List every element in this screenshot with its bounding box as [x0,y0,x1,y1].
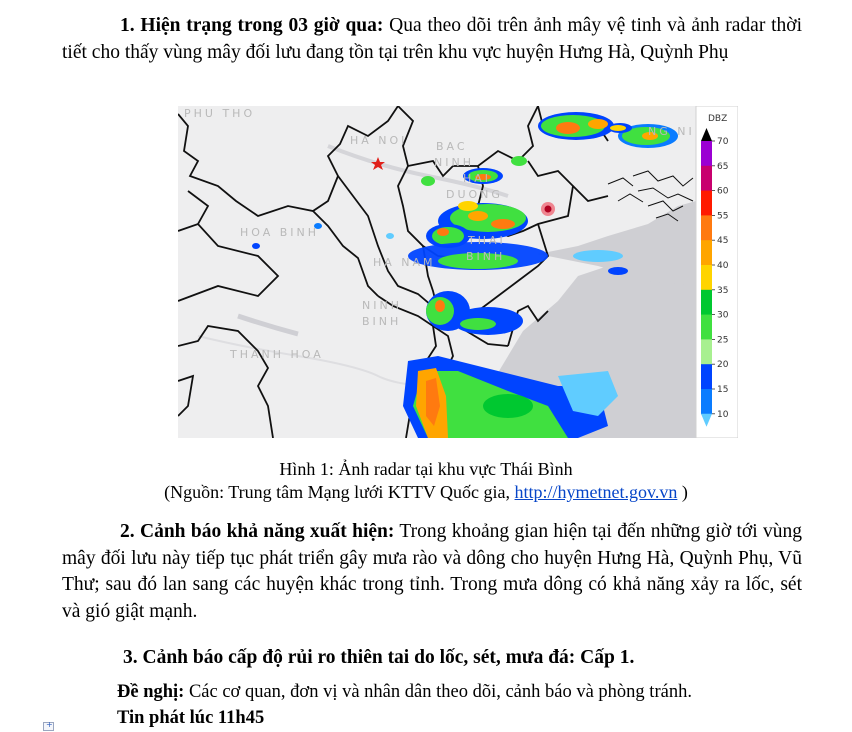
legend-tick-label: 60 [717,186,729,197]
map-label-thanh-hoa: THANH HOA [230,348,324,361]
legend-color-swatch [701,364,712,389]
legend-tick-label: 55 [717,211,729,222]
section-risk-level-heading: 3. Cảnh báo cấp độ rủi ro thiên tai do lốc, sét, mưa đá: Cấp 1. [123,647,635,668]
legend-tick-label: 40 [717,261,729,271]
legend-tick-label: 15 [717,385,729,395]
map-label-ninh-binh-2: BINH [362,315,402,328]
section-warning [62,519,802,625]
radar-map-figure [178,106,738,438]
legend-tick-label: 45 [717,236,729,247]
section-warning-heading: 2. Cảnh báo khả năng xuất hiện: [120,521,395,542]
section-current-status-heading: 1. Hiện trạng trong 03 giờ qua: [120,15,384,36]
map-label-thai-binh-2: BINH [466,250,506,263]
map-label-quang-ninh: NG NI [648,125,695,138]
recommendation-text: Các cơ quan, đơn vị và nhân dân theo dõi, cảnh báo và phòng tránh. [184,682,692,702]
map-label-bac-ninh-1: BAC [436,140,468,153]
recommendation-label: Đề nghị: [117,682,185,702]
section-risk-level [123,645,823,672]
radar-map [178,106,738,438]
map-label-hai-duong-2: DUONG [446,188,503,201]
legend-tick-label: 25 [717,335,729,346]
issued-time [117,705,417,732]
figure-source-link[interactable]: http://hymetnet.gov.vn [514,482,678,502]
figure-caption: Hình 1: Ảnh radar tại khu vực Thái Bình [279,459,573,479]
legend-color-swatch [701,191,712,216]
legend-color-swatch [701,389,712,414]
legend-tick-label: 35 [717,285,729,296]
legend-unit: DBZ [708,114,728,124]
figure-source-prefix: (Nguồn: Trung tâm Mạng lưới KTTV Quốc gia, [164,482,515,502]
legend-color-swatch [701,339,712,364]
recommendation [117,679,837,706]
legend-tick-label: 70 [717,137,729,147]
map-label-ninh-binh-1: NINH [362,299,402,312]
dbz-legend [696,106,738,438]
section-warning-text: Trong khoảng gian hiện tại đến những giờ tới vùng mây đối lưu này tiếp tục phát triển gây mưa rào và dông cho huyện Hưng Hà, Quỳnh Phụ, Vũ Thư; sau đó lan sang các huyện khác trong tỉnh. Trong mưa dông có khả năng xảy ra lốc, sét và gió giật mạnh. [62,521,803,622]
legend-tick-label: 20 [717,360,729,371]
legend-color-swatch [701,166,712,191]
legend-tick-label: 65 [717,161,729,172]
legend-color-swatch [701,240,712,265]
section-current-status [62,13,802,66]
legend-tick-label: 10 [717,409,729,420]
figure-source [0,481,852,503]
legend-color-swatch [701,315,712,340]
map-label-hoa-binh: HOA BINH [240,226,320,239]
figure-source-suffix: ) [677,482,688,502]
map-label-thai-binh-1: THAI [468,234,506,247]
legend-tick-label: 30 [717,310,729,321]
legend-color-swatch [701,290,712,315]
anchor-icon[interactable]: + [43,722,54,731]
map-label-bac-ninh-2: NINH [434,156,474,169]
legend-color-swatch [701,141,712,166]
map-label-ha-noi: HA NOI [350,134,408,147]
map-label-phu-tho: PHU THO [184,107,256,120]
map-label-hai-duong-1: HAI [463,172,492,185]
legend-color-swatch [701,265,712,290]
section-current-status-text: Qua theo dõi trên ảnh mây vệ tinh và ảnh radar thời tiết cho thấy vùng mây đối lưu đang tồn tại trên khu vực huyện Hưng Hà, Quỳnh Phụ [62,15,802,63]
legend-color-swatch [701,215,712,240]
issued-time-text: Tin phát lúc 11h45 [117,708,265,728]
map-label-ha-nam: HA NAM [373,256,436,269]
